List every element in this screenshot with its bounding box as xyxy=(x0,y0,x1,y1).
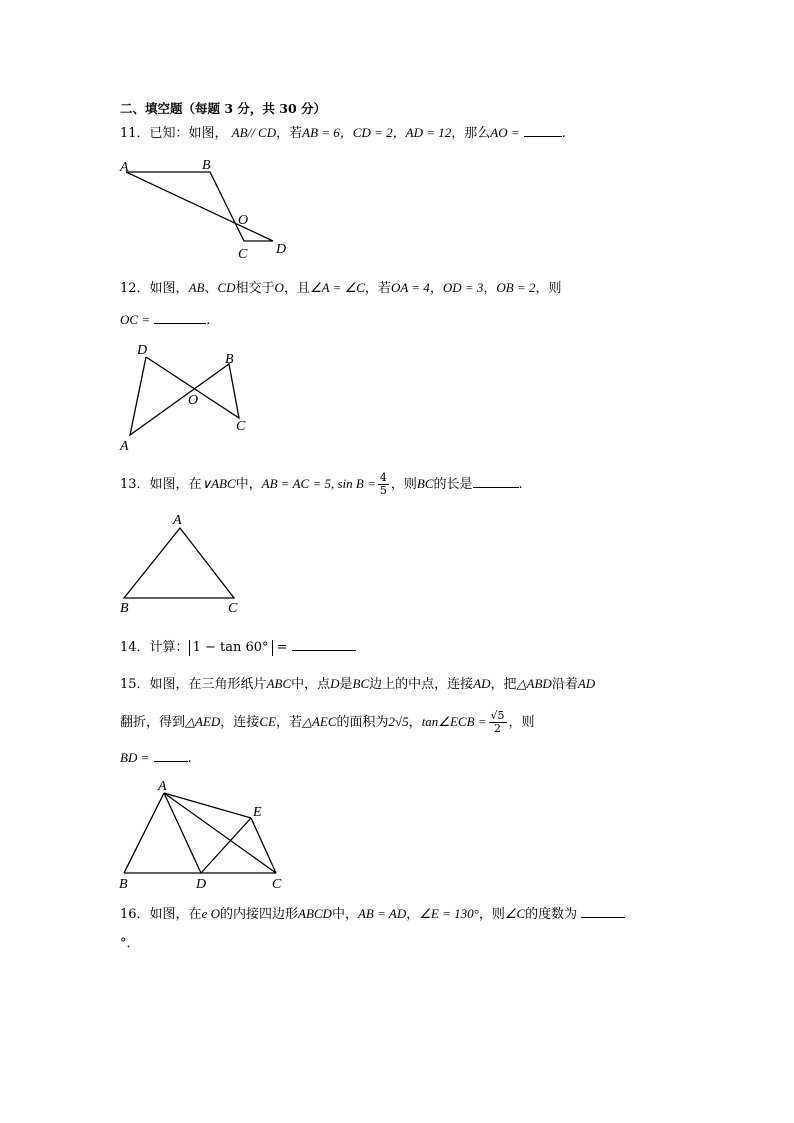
label-E: E xyxy=(253,805,262,820)
q13-math: AB = AC = 5, sin B = xyxy=(261,476,376,491)
q15-math: △ABD xyxy=(516,676,552,691)
q14-text: 计算： xyxy=(149,640,189,655)
label-A: A xyxy=(120,160,129,175)
q11-math: AB = 6，CD = 2，AD = 12 xyxy=(302,125,452,140)
label-C: C xyxy=(272,877,282,892)
q12-text: 相交于 xyxy=(235,281,275,296)
label-O: O xyxy=(188,393,199,408)
answer-blank[interactable] xyxy=(292,638,356,651)
question-15-line3 xyxy=(120,749,192,768)
question-16-cont xyxy=(120,935,140,953)
label-D: D xyxy=(137,343,148,358)
q15-math: AD xyxy=(473,676,491,691)
q16-math: AB = AD xyxy=(357,906,407,921)
q12-math: O xyxy=(274,280,284,295)
q11-text: ，若 xyxy=(276,126,303,141)
q15-math: △AED xyxy=(185,714,221,729)
label-C: C xyxy=(228,601,238,616)
q16-text: ，则 xyxy=(478,907,505,922)
q15-text: 如图，在三角形纸片 xyxy=(149,677,267,692)
q15-math: AD xyxy=(577,676,596,691)
q16-text: 中， xyxy=(331,907,358,922)
label-B: B xyxy=(225,352,234,367)
q12-text: ，且 xyxy=(283,281,310,296)
fraction xyxy=(378,472,389,497)
q13-text: 如图，在 xyxy=(149,477,202,492)
q15-math: △AEC xyxy=(301,714,337,729)
q12-text: ， xyxy=(429,281,443,296)
q12-math: ∠A = ∠C xyxy=(309,280,365,295)
q15-math: 2√5 xyxy=(388,714,409,729)
question-12 xyxy=(120,279,562,298)
q15-math: BC xyxy=(352,676,370,691)
question-number: 15． xyxy=(120,677,150,692)
question-number: 11． xyxy=(120,126,150,141)
label-D: D xyxy=(276,242,287,257)
fraction xyxy=(489,710,507,735)
q16-text: 的内接四边形 xyxy=(219,907,298,922)
q15-text: ，则 xyxy=(508,715,535,730)
q15-math: tan∠ECB = xyxy=(421,714,487,729)
q16-text: 如图，在 xyxy=(149,907,202,922)
q13-text: 中， xyxy=(235,477,262,492)
q12-text: ， xyxy=(483,281,497,296)
label-B: B xyxy=(202,158,211,173)
question-15-line2 xyxy=(120,710,535,735)
q15-math: D xyxy=(330,676,340,691)
q16-end: °． xyxy=(120,936,140,951)
q15-math: BD = xyxy=(120,750,150,765)
question-number: 14． xyxy=(120,640,150,655)
question-number: 16． xyxy=(120,907,150,922)
q15-text: 的面积为 xyxy=(336,715,389,730)
q15-math: ABC xyxy=(266,676,292,691)
absolute-value-expression: 1 − tan 60° xyxy=(189,640,273,656)
q12-math: OC = xyxy=(120,312,151,327)
answer-blank[interactable] xyxy=(524,124,562,137)
q12-math: OD = 3 xyxy=(442,280,484,295)
q11-end: . xyxy=(561,126,566,141)
question-number: 13． xyxy=(120,477,150,492)
q15-text: ，若 xyxy=(275,715,302,730)
q16-math: ABCD xyxy=(298,906,332,921)
q15-math: CE xyxy=(259,714,276,729)
q15-text: 中，点 xyxy=(291,677,331,692)
question-13 xyxy=(120,472,523,497)
answer-blank[interactable] xyxy=(154,749,188,762)
label-B: B xyxy=(120,601,129,616)
fraction-denominator: 5 xyxy=(379,484,387,497)
q15-text: 是 xyxy=(339,677,353,692)
q12-text: ，则 xyxy=(535,281,562,296)
q16-math: e O xyxy=(201,906,220,921)
q11-text: ，那么 xyxy=(451,126,491,141)
q15-text: ， xyxy=(408,715,422,730)
q12-math: OB = 2 xyxy=(496,280,536,295)
q13-figure xyxy=(116,510,256,620)
question-15 xyxy=(120,675,595,694)
q13-text: 的长是 xyxy=(433,477,473,492)
q15-text: 翻折，得到 xyxy=(120,715,186,730)
q13-end: . xyxy=(518,477,523,492)
answer-blank[interactable] xyxy=(154,311,206,324)
q12-math: AB xyxy=(188,280,205,295)
fraction-numerator: 4 xyxy=(379,471,387,484)
section-title: 二、填空题（每题 3 分，共 30 分） xyxy=(120,101,327,116)
q16-text: 的度数为 xyxy=(525,907,578,922)
q13-math: BC xyxy=(416,476,434,491)
q11-text: 已知：如图， xyxy=(149,126,228,141)
q12-math: CD xyxy=(217,280,236,295)
label-B: B xyxy=(119,877,128,892)
q12-text: 、 xyxy=(204,281,218,296)
question-11 xyxy=(120,124,566,143)
question-number: 12． xyxy=(120,281,150,296)
answer-blank[interactable] xyxy=(473,475,519,488)
q15-end: . xyxy=(187,751,192,766)
q15-text: ，把 xyxy=(490,677,517,692)
label-A: A xyxy=(158,779,167,794)
q12-math: OA = 4 xyxy=(390,280,430,295)
label-C: C xyxy=(238,247,248,262)
label-C: C xyxy=(236,419,246,434)
q15-text: ，连接 xyxy=(220,715,260,730)
label-O: O xyxy=(238,213,249,228)
fraction-numerator: √5 xyxy=(490,709,505,722)
label-A: A xyxy=(173,513,182,528)
q12-figure-lines xyxy=(130,357,239,435)
fraction-denominator: 2 xyxy=(494,722,502,735)
label-A: A xyxy=(120,439,129,454)
q15-figure xyxy=(116,776,291,891)
q11-math: AB// CD xyxy=(231,125,277,140)
q16-math: ∠E = 130° xyxy=(419,906,479,921)
q12-text: ，若 xyxy=(364,281,391,296)
question-16 xyxy=(120,905,625,924)
q14-eq: = xyxy=(276,640,288,655)
q11-figure xyxy=(118,155,298,265)
q11-figure-lines xyxy=(126,172,273,241)
q16-math: ∠C xyxy=(504,906,526,921)
q13-math: ∨ABC xyxy=(201,476,236,491)
label-D: D xyxy=(196,877,207,892)
question-12-cont xyxy=(120,311,210,330)
q12-end: . xyxy=(206,313,211,328)
q13-text: ，则 xyxy=(390,477,417,492)
q15-text: 沿着 xyxy=(551,677,578,692)
question-14 xyxy=(120,638,356,657)
q12-text: 如图， xyxy=(149,281,189,296)
q16-text: ， xyxy=(406,907,420,922)
q15-text: 边上的中点，连接 xyxy=(369,677,474,692)
q12-figure xyxy=(116,340,256,455)
answer-blank[interactable] xyxy=(581,905,625,918)
q13-triangle xyxy=(124,528,234,598)
q11-math: AO = xyxy=(490,125,520,140)
